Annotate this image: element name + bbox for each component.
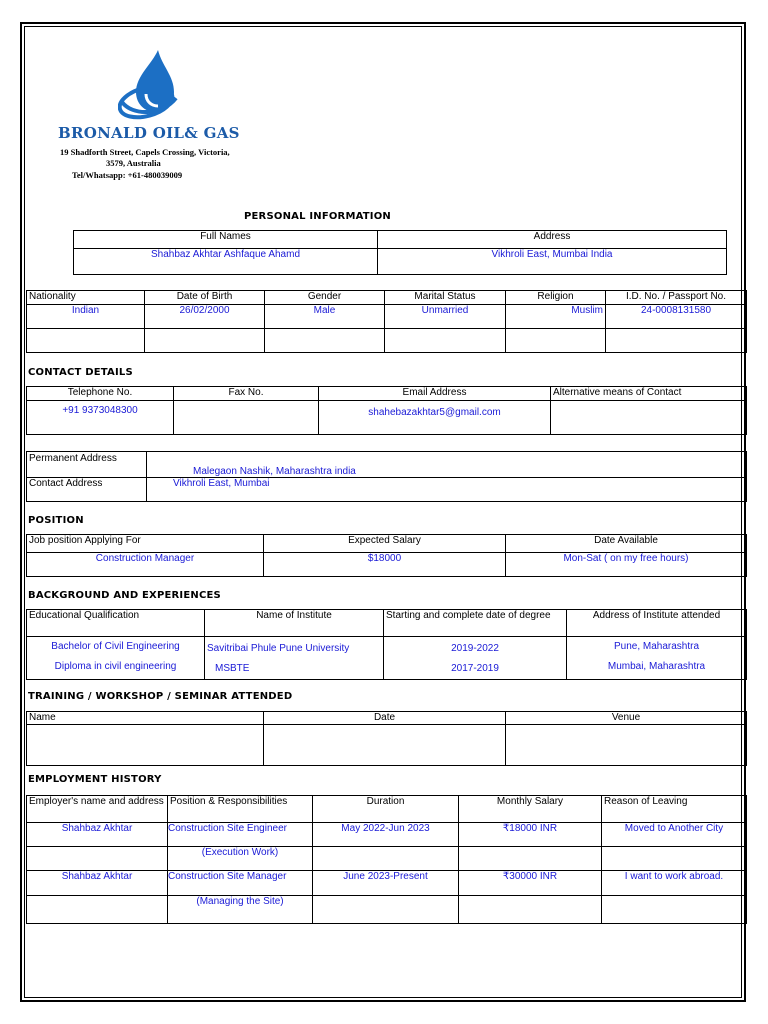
qualification-1: Bachelor of Civil Engineering (51, 641, 180, 652)
degree-dates-label: Starting and complete date of degree (384, 610, 567, 637)
company-address-line2: 3579, Australia (106, 158, 161, 168)
email-value: shahebazakhtar5@gmail.com (319, 401, 551, 435)
duration-label: Duration (313, 796, 459, 823)
employer-value: Shahbaz Akhtar (27, 823, 168, 847)
institute-address-label: Address of Institute attended (567, 610, 747, 637)
permanent-address-value: Malegaon Nashik, Maharashtra india (147, 452, 747, 478)
employment-heading: EMPLOYMENT HISTORY (28, 774, 162, 785)
qualification-label: Educational Qualification (27, 610, 205, 637)
address-value: Vikhroli East, Mumbai India (378, 249, 727, 275)
personal-details-table (26, 290, 747, 353)
position-value: Construction Site Engineer (168, 823, 313, 847)
personal-names-table (73, 230, 727, 275)
training-heading: TRAINING / WORKSHOP / SEMINAR ATTENDED (28, 691, 293, 702)
gender-label: Gender (265, 291, 385, 305)
permanent-address-label: Permanent Address (27, 452, 147, 478)
nationality-value: Indian (27, 305, 145, 329)
degree-dates-2: 2017-2019 (451, 663, 499, 674)
gender-value: Male (265, 305, 385, 329)
marital-label: Marital Status (385, 291, 506, 305)
job-position-value: Construction Manager (27, 553, 264, 577)
position-heading: POSITION (28, 515, 84, 526)
company-contact: Tel/Whatsapp: +61-480039009 (72, 170, 183, 180)
id-label: I.D. No. / Passport No. (606, 291, 747, 305)
address-label: Address (378, 231, 727, 249)
company-logo-icon (118, 46, 180, 122)
institute-1: Savitribai Phule Pune University (207, 643, 350, 654)
duration-value: June 2023-Present (313, 871, 459, 896)
tel-label: Telephone No. (27, 387, 174, 401)
alt-contact-label: Alternative means of Contact (551, 387, 747, 401)
religion-label: Religion (506, 291, 606, 305)
training-table (26, 711, 747, 766)
background-heading: BACKGROUND AND EXPERIENCES (28, 590, 221, 601)
fax-label: Fax No. (174, 387, 319, 401)
contact-table (26, 386, 747, 435)
position-resp-label: Position & Responsibilities (168, 796, 313, 823)
position-table (26, 534, 747, 577)
personal-heading: PERSONAL INFORMATION (244, 211, 391, 222)
reason-value: I want to work abroad. (602, 871, 747, 896)
institute-address-1: Pune, Maharashtra (613, 641, 700, 652)
employer-label: Employer's name and address (27, 796, 168, 823)
position-sub-value: (Managing the Site) (168, 896, 313, 924)
background-table (26, 609, 747, 680)
institute-label: Name of Institute (205, 610, 384, 637)
monthly-salary-value: ₹18000 INR (459, 823, 602, 847)
dob-label: Date of Birth (145, 291, 265, 305)
full-names-value: Shahbaz Akhtar Ashfaque Ahamd (74, 249, 378, 275)
employment-table (26, 795, 747, 924)
training-name-label: Name (27, 712, 264, 725)
religion-value: Muslim (506, 305, 606, 329)
position-value: Construction Site Manager (168, 871, 313, 896)
contact-address-value: Vikhroli East, Mumbai (147, 478, 747, 502)
contact-heading: CONTACT DETAILS (28, 367, 133, 378)
contact-address-label: Contact Address (27, 478, 147, 502)
reason-label: Reason of Leaving (602, 796, 747, 823)
date-available-value: Mon-Sat ( on my free hours) (506, 553, 747, 577)
job-position-label: Job position Applying For (27, 535, 264, 553)
training-date-label: Date (264, 712, 506, 725)
full-names-label: Full Names (74, 231, 378, 249)
employer-value: Shahbaz Akhtar (27, 871, 168, 896)
employment-row (27, 871, 747, 896)
date-available-label: Date Available (506, 535, 747, 553)
employment-row (27, 823, 747, 847)
degree-dates-1: 2019-2022 (451, 643, 499, 654)
institute-address-2: Mumbai, Maharashtra (607, 661, 706, 672)
reason-value: Moved to Another City (602, 823, 747, 847)
address-table (26, 451, 747, 502)
institute-2: MSBTE (215, 663, 250, 674)
id-value: 24-0008131580 (606, 305, 747, 329)
expected-salary-value: $18000 (264, 553, 506, 577)
nationality-label: Nationality (27, 291, 145, 305)
monthly-salary-value: ₹30000 INR (459, 871, 602, 896)
tel-value: +91 9373048300 (27, 401, 174, 435)
position-sub-value: (Execution Work) (168, 847, 313, 871)
company-address-line1: 19 Shadforth Street, Capels Crossing, Victoria, (60, 147, 230, 157)
marital-value: Unmarried (385, 305, 506, 329)
expected-salary-label: Expected Salary (264, 535, 506, 553)
training-venue-label: Venue (506, 712, 747, 725)
dob-value: 26/02/2000 (145, 305, 265, 329)
monthly-salary-label: Monthly Salary (459, 796, 602, 823)
company-name: BRONALD OIL& GAS (58, 124, 240, 142)
qualification-2: Diploma in civil engineering (54, 661, 177, 672)
email-label: Email Address (319, 387, 551, 401)
duration-value: May 2022-Jun 2023 (313, 823, 459, 847)
